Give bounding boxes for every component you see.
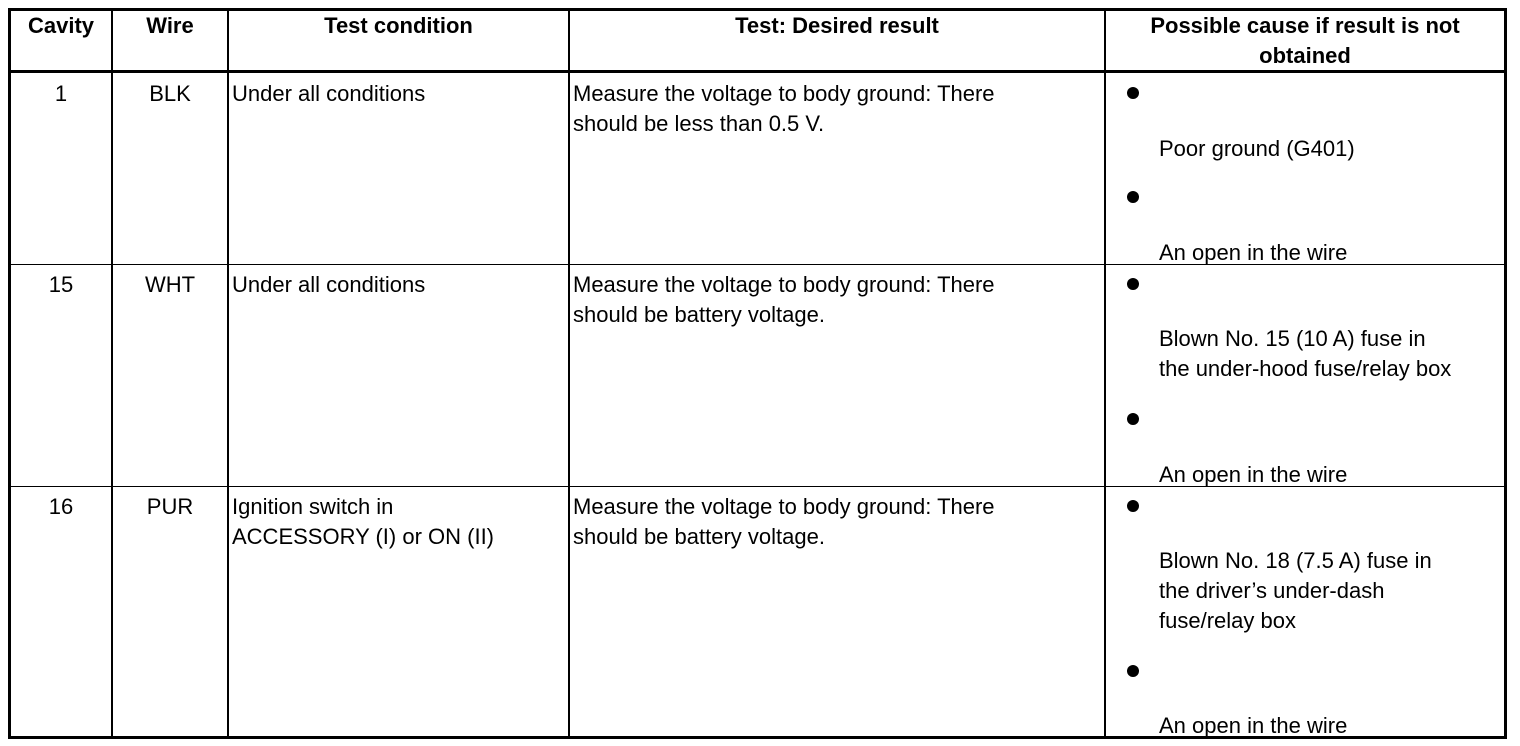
bullet-icon — [1127, 500, 1139, 512]
table-row-cause: An open in the wire — [1159, 713, 1348, 738]
table-row-result: Measure the voltage to body ground: There should be battery voltage. — [573, 272, 995, 327]
table-row-wire: BLK — [149, 81, 191, 106]
bullet-icon — [1127, 413, 1139, 425]
bullet-icon — [1127, 87, 1139, 99]
table-row-condition: Under all conditions — [232, 81, 426, 106]
table-row-cause: An open in the wire — [1159, 240, 1348, 265]
table-row-cause: Poor ground (G401) — [1159, 136, 1355, 161]
table-row-cavity: 1 — [54, 81, 68, 106]
header-desired-result: Test: Desired result — [735, 13, 939, 38]
bullet-icon — [1127, 665, 1139, 677]
table-row-condition: Under all conditions — [232, 272, 426, 297]
table-row-wire: PUR — [146, 494, 194, 519]
table-row-result: Measure the voltage to body ground: There should be battery voltage. — [573, 494, 995, 549]
table-row-cause: Blown No. 15 (10 A) fuse in the under-hood fuse/relay box — [1159, 326, 1452, 381]
header-cavity: Cavity — [27, 13, 95, 38]
table-row-result: Measure the voltage to body ground: There should be less than 0.5 V. — [573, 81, 995, 136]
table-row-cavity: 16 — [48, 494, 74, 519]
header-test-condition: Test condition — [324, 13, 473, 38]
header-wire: Wire — [146, 13, 194, 38]
table-row-cavity: 15 — [48, 272, 74, 297]
table-row-cause: Blown No. 18 (7.5 A) fuse in the driver’s under-dash fuse/relay box — [1159, 548, 1432, 633]
column-divider — [111, 8, 113, 739]
column-divider — [1104, 8, 1106, 739]
bullet-icon — [1127, 278, 1139, 290]
bullet-icon — [1127, 191, 1139, 203]
table-row-wire: WHT — [144, 272, 196, 297]
column-divider — [227, 8, 229, 739]
column-divider — [568, 8, 570, 739]
header-possible-cause: Possible cause if result is not obtained — [1150, 13, 1460, 68]
table-row-condition: Ignition switch in ACCESSORY (I) or ON (II) — [232, 494, 495, 549]
table-row-cause: An open in the wire — [1159, 462, 1348, 487]
